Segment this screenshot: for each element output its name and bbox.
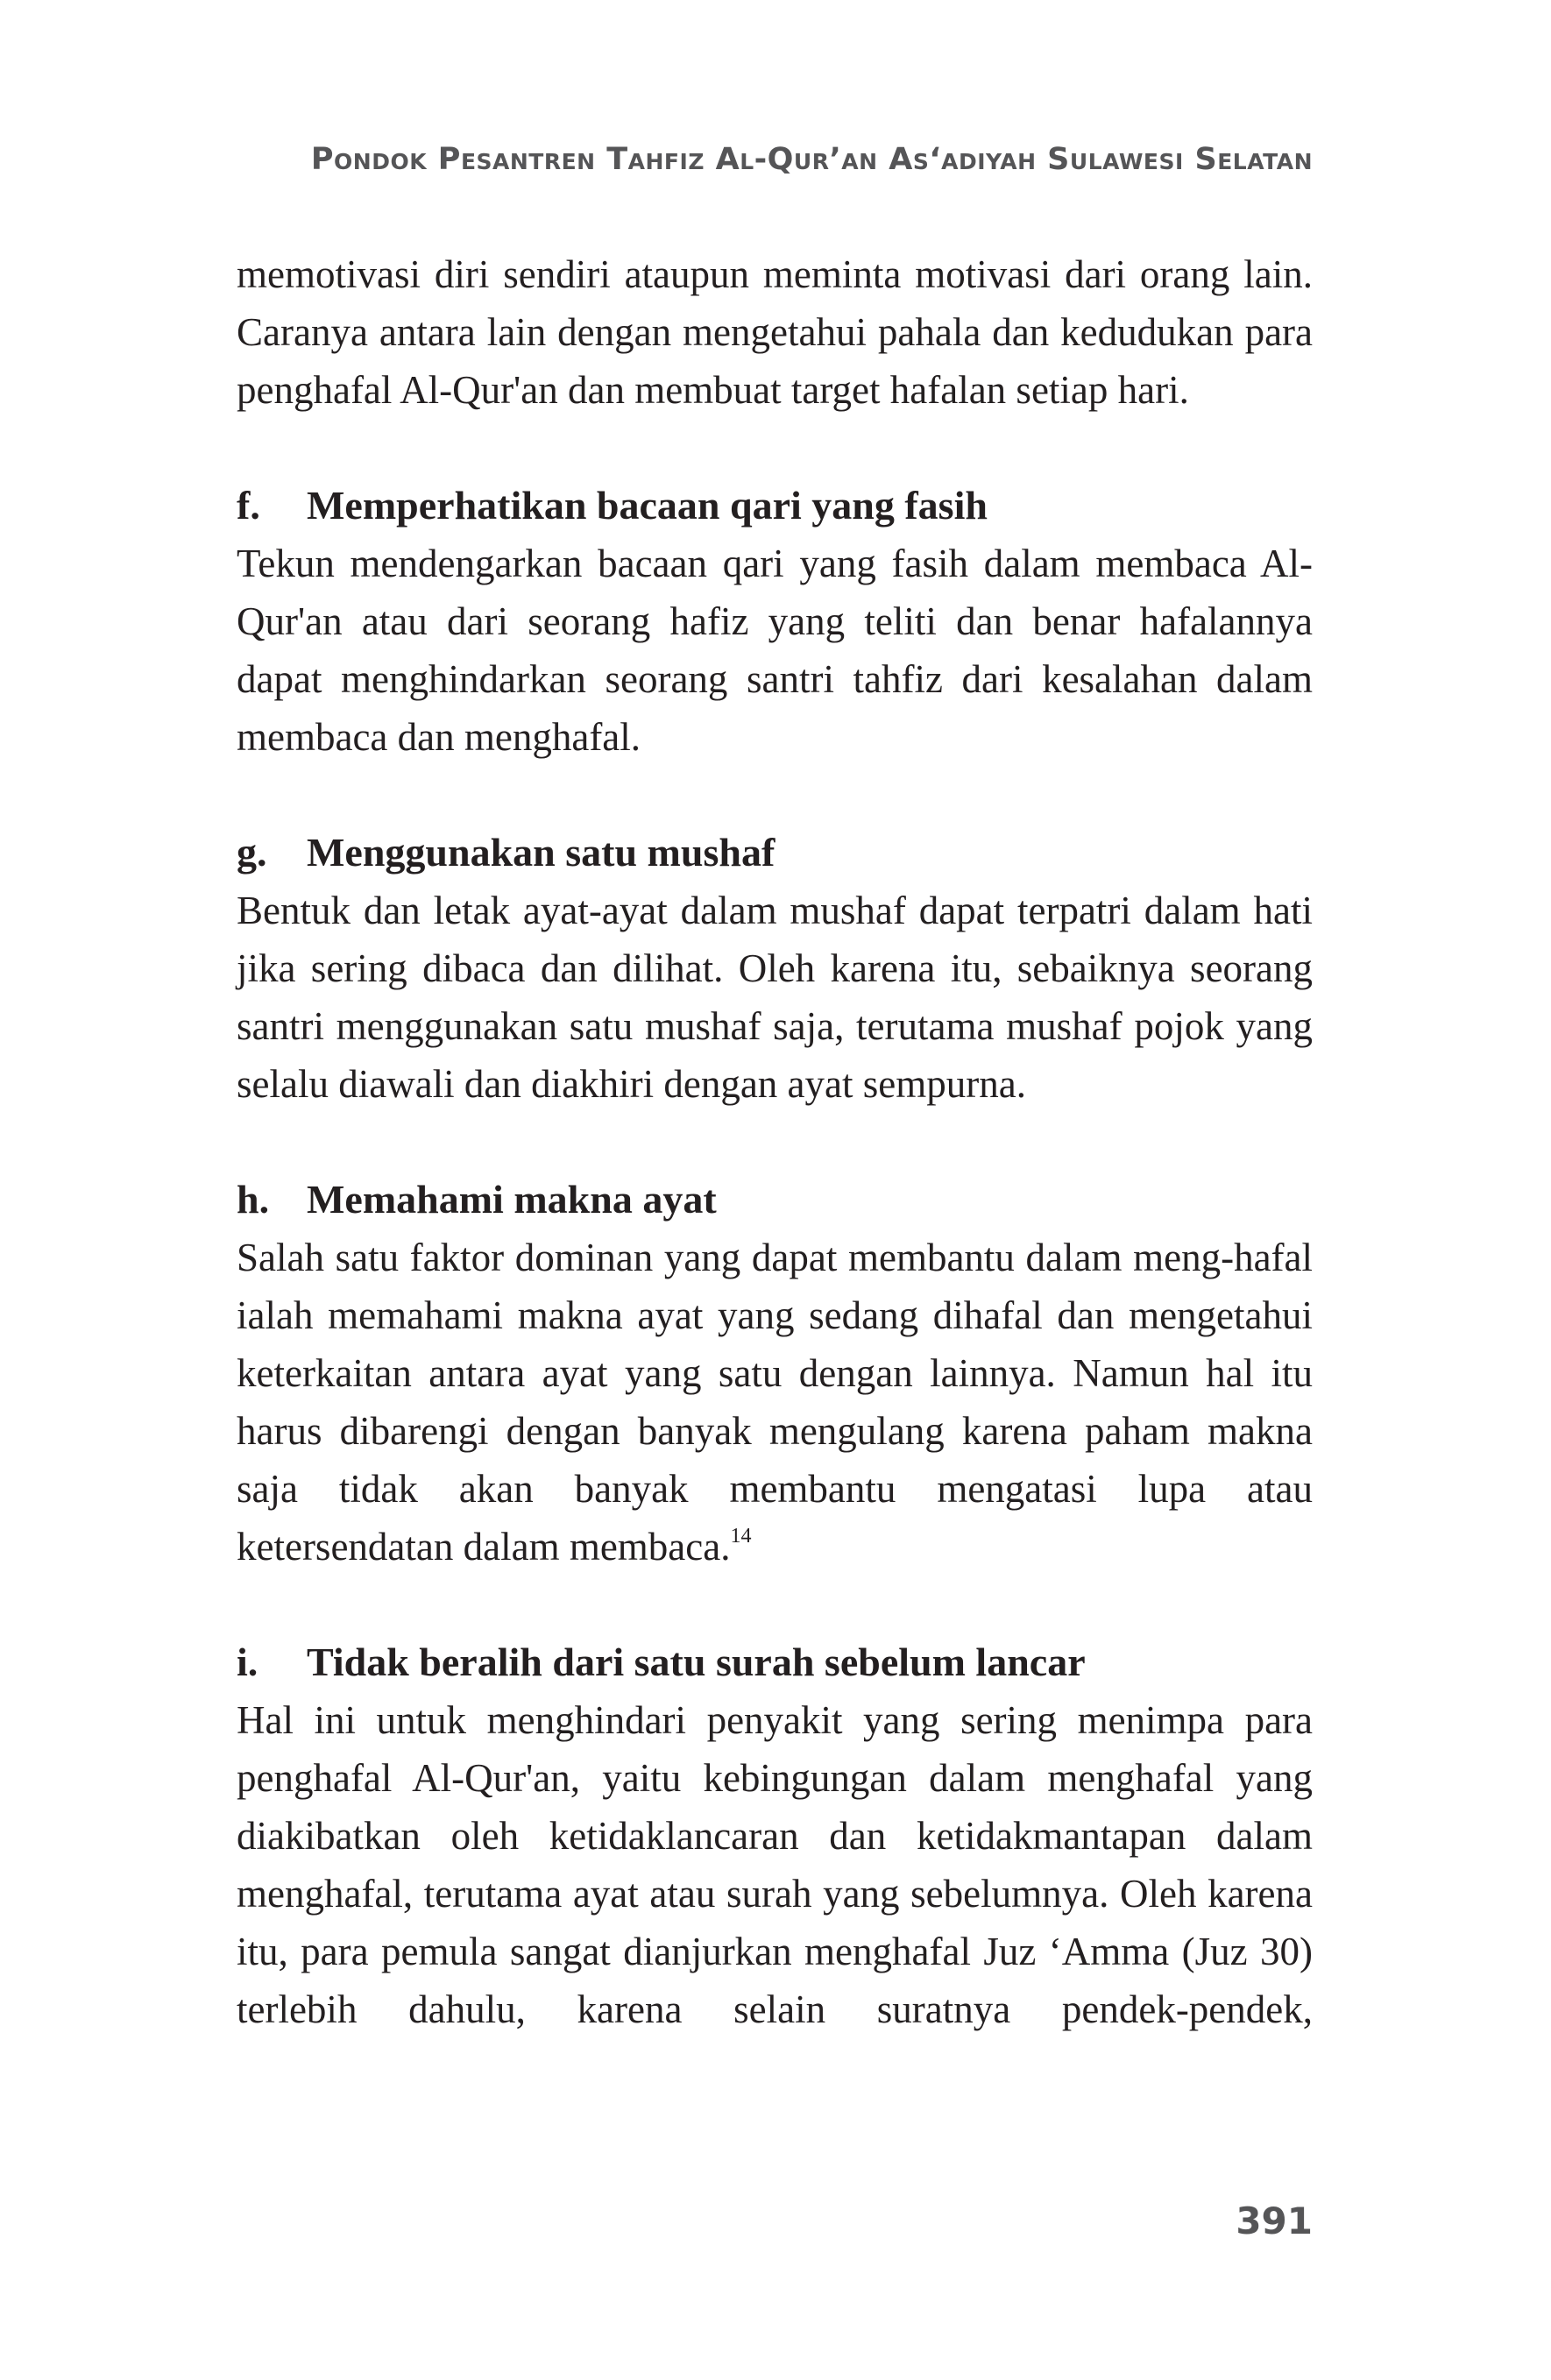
section-paragraph: [237, 1229, 1313, 1576]
section-i: [237, 1633, 1313, 2038]
section-marker: f.: [237, 483, 260, 528]
intro-paragraph: memotivasi diri sendiri ataupun meminta motivasi dari orang lain. Caranya antara lain dengan mengetahui pahala dan kedudukan para penghafal Al-Qur'an dan membuat target hafalan setiap hari.: [237, 252, 1313, 412]
running-header: Pondok Pesantren Tahfiz Al-Qur’an As‘adiyah Sulawesi Selatan: [310, 142, 1313, 177]
section-heading: [237, 1633, 1313, 1691]
section-marker: g.: [237, 830, 267, 875]
section-title: Tidak beralih dari satu surah sebelum lancar: [307, 1640, 1086, 1684]
footnote-reference[interactable]: 14: [730, 1525, 752, 1548]
section-g: [237, 824, 1313, 1113]
section-heading: [237, 824, 1313, 882]
section-title: Memperhatikan bacaan qari yang fasih: [307, 483, 988, 528]
section-heading: [237, 477, 1313, 535]
section-title: Menggunakan satu mushaf: [307, 830, 776, 875]
section-heading: [237, 1171, 1313, 1229]
section-text: Salah satu faktor dominan yang dapat membantu dalam meng-hafal ialah memahami makna ayat yang sedang dihafal dan mengetahui keterkaitan antara ayat yang satu dengan lainnya. Namun hal itu harus dibarengi dengan banyak mengulang karena paham makna saja tidak akan banyak membantu mengatasi lupa atau ketersendatan dalam membaca.: [237, 1236, 1313, 1569]
section-marker: i.: [237, 1640, 258, 1684]
section-marker: h.: [237, 1177, 270, 1222]
page-number: 391: [1236, 2199, 1313, 2242]
section-h: [237, 1171, 1313, 1576]
section-paragraph: Hal ini untuk menghindari penyakit yang sering menimpa para penghafal Al-Qur'an, yaitu kebingungan dalam menghafal yang diakibatkan oleh ketidaklancaran dan ketidakmantapan dalam menghafal, terutama ayat atau surah yang sebelumnya. Oleh karena itu, para pemula sangat dianjurkan menghafal Juz ‘Amma (Juz 30) terlebih dahulu, karena selain suratnya pendek-pendek,: [237, 1698, 1313, 2031]
section-paragraph: Bentuk dan letak ayat-ayat dalam mushaf dapat terpatri dalam hati jika sering dibaca dan dilihat. Oleh karena itu, sebaiknya seorang santri menggunakan satu mushaf saja, terutama mushaf pojok yang selalu diawali dan diakhiri dengan ayat sempurna.: [237, 889, 1313, 1106]
page-body: [237, 245, 1313, 2038]
section-paragraph: Tekun mendengarkan bacaan qari yang fasih dalam membaca Al-Qur'an atau dari seorang hafiz yang teliti dan benar hafalannya dapat menghindarkan seorang santri tahfiz dari kesalahan dalam membaca dan menghafal.: [237, 542, 1313, 759]
section-title: Memahami makna ayat: [307, 1177, 717, 1222]
section-f: [237, 477, 1313, 766]
